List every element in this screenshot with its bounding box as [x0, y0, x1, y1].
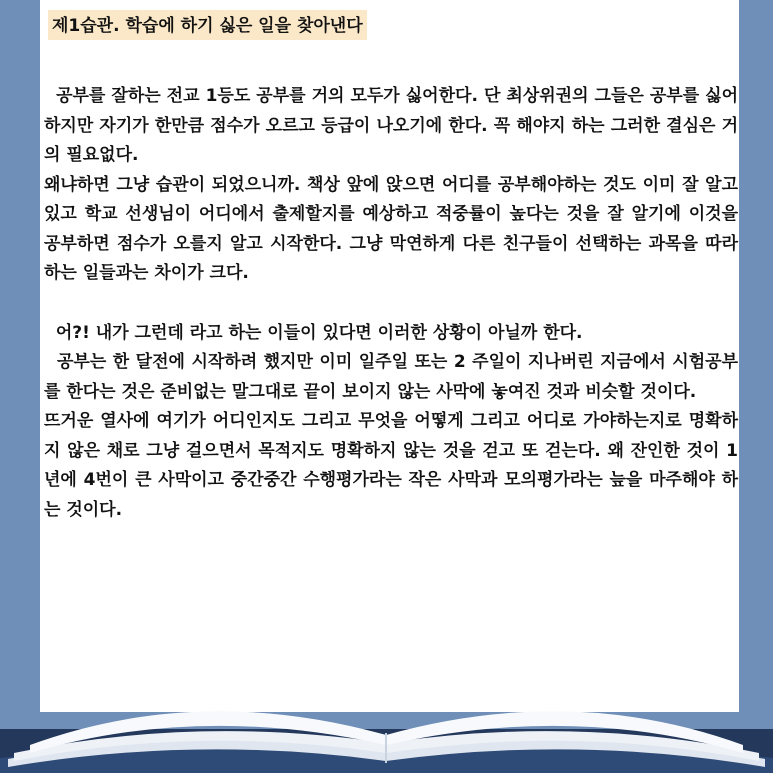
chapter-title: 제1습관. 학습에 하기 싫은 일을 찾아낸다: [48, 10, 367, 40]
document-content: [44, 10, 738, 525]
open-book-illustration: [0, 663, 773, 773]
paragraph-1: 공부를 잘하는 전교 1등도 공부를 거의 모두가 싫어한다. 단 최상위권의 그들은 공부를 싫어하지만 자기가 한만큼 점수가 오르고 등급이 나오기에 한다. 꼭 해야지 하는 그러한 결심은 거의 필요없다. 왜냐하면 그냥 습관이 되었으니까. 책상 앞에 앉으면 어디를 공부해야하는 것도 이미 잘 알고 있고 학교 선생님이 어디에서 출제할지를 예상하고 적중률이 높다는 것을 잘 알기에 이것을 공부하면 점수가 오를지 알고 시작한다. 그냥 막연하게 다른 친구들이 선택하는 과목을 따라하는 일들과는 차이가 크다.: [44, 86, 738, 283]
paragraph-2: 어?! 내가 그런데 라고 하는 이들이 있다면 이러한 상황이 아닐까 한다. 공부는 한 달전에 시작하려 했지만 이미 일주일 또는 2 주일이 지나버린 지금에서 시험공부를 한다는 것은 준비없는 말그대로 끝이 보이지 않는 사막에 놓여진 것과 비슷할 것이다. 뜨거운 열사에 여기가 어디인지도 그리고 무엇을 어떻게 그리고 어디로 가야하는지로 명확하지 않은 채로 그냥 걸으면서 목적지도 명확하지 않는 것을 걷고 또 걷는다. 왜 잔인한 것이 1년에 4번이 큰 사막이고 중간중간 수행평가라는 작은 사막과 모의평가라는 늪을 마주해야 하는 것이다.: [44, 322, 738, 520]
